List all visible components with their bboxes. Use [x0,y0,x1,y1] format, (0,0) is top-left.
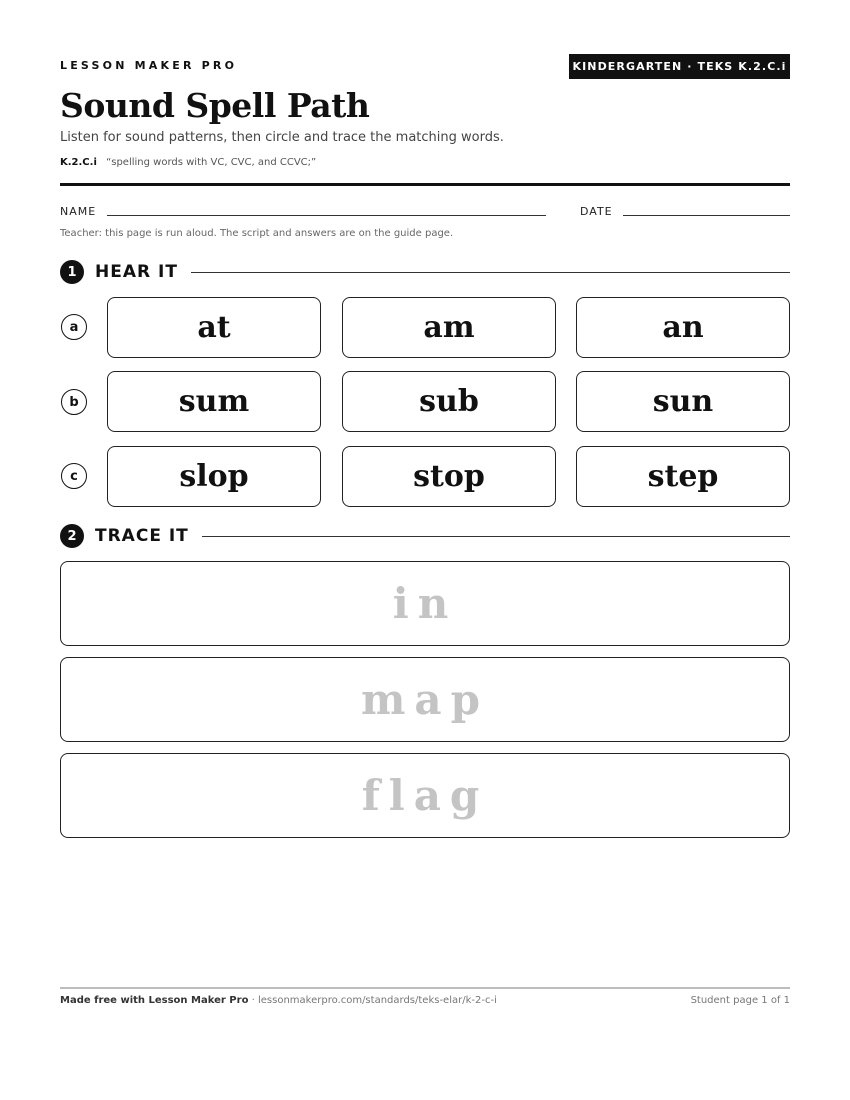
row-letter-a: a [61,314,87,340]
row-letter-c: c [61,463,87,489]
footer-url[interactable]: · lessonmakerpro.com/standards/teks-elar/k-2-c-i [248,995,497,1006]
standard-text: “spelling words with VC, CVC, and CCVC;” [106,157,317,168]
footer-credit [60,995,497,1006]
word-card[interactable]: at [107,297,321,358]
trace-word-card[interactable]: flag [60,753,790,838]
page-subtitle: Listen for sound patterns, then circle and trace the matching words. [60,130,504,145]
word-card[interactable]: sum [107,371,321,432]
section-title: TRACE IT [95,526,189,546]
section-trace-it-header [60,524,790,548]
word-card[interactable]: an [576,297,790,358]
section-rule [191,272,790,273]
section-hear-it-header [60,260,790,284]
word-card[interactable]: sun [576,371,790,432]
row-letter-b: b [61,389,87,415]
name-label: NAME [60,205,97,218]
grade-badge: KINDERGARTEN · TEKS K.2.C.i [569,54,790,79]
date-field[interactable] [623,215,790,216]
brand-name: LESSON MAKER PRO [60,59,238,72]
word-card[interactable]: slop [107,446,321,507]
date-label: DATE [580,205,613,218]
standard-code: K.2.C.i [60,157,97,168]
word-card[interactable]: step [576,446,790,507]
footer-divider [60,987,790,989]
footer-made-label: Made free with Lesson Maker Pro [60,995,249,1006]
name-field[interactable] [107,215,546,216]
word-card[interactable]: stop [342,446,556,507]
section-title: HEAR IT [95,262,178,282]
section-number-badge: 1 [60,260,84,284]
trace-word-card[interactable]: map [60,657,790,742]
footer-page-number: Student page 1 of 1 [690,995,790,1006]
word-card[interactable]: sub [342,371,556,432]
teacher-note: Teacher: this page is run aloud. The script and answers are on the guide page. [60,228,454,239]
standard-line [60,157,316,168]
section-rule [202,536,790,537]
trace-word-card[interactable]: in [60,561,790,646]
word-card[interactable]: am [342,297,556,358]
section-number-badge: 2 [60,524,84,548]
header-divider [60,183,790,186]
page-title: Sound Spell Path [60,86,370,125]
